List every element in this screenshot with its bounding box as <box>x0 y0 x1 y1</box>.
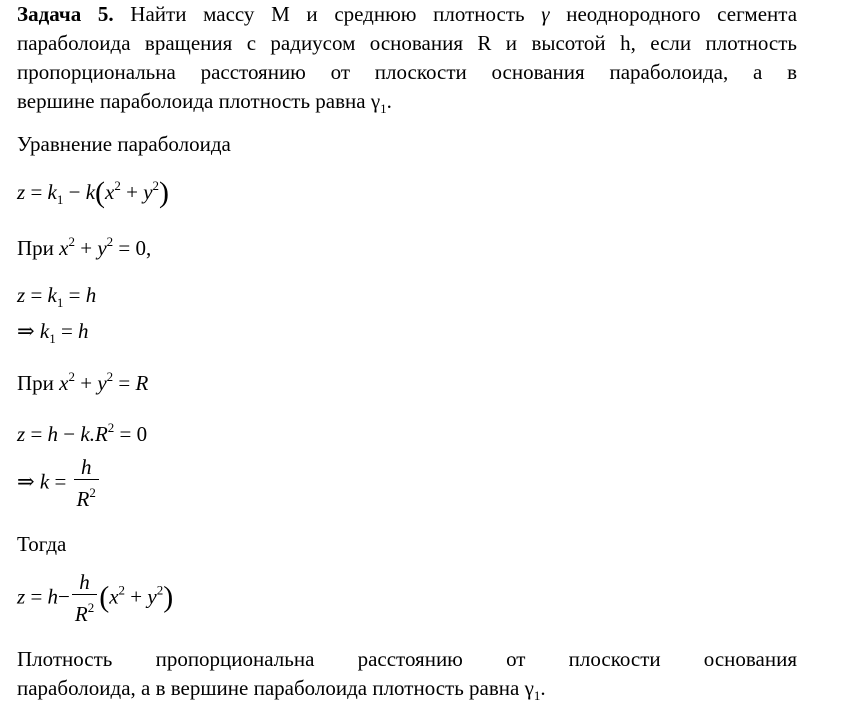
eq6-x-sup: 2 <box>118 582 126 598</box>
eq6-x: x <box>109 584 119 609</box>
eq4-minus: − <box>63 422 76 446</box>
eq6-plus: + <box>130 584 143 609</box>
eq6-den-sup: 2 <box>87 600 95 615</box>
eq1-x-sup: 2 <box>114 178 121 193</box>
problem-line4: вершине параболоида плотность равна γ <box>17 89 381 113</box>
when1-y: y <box>97 236 107 260</box>
then-text: Тогда <box>17 532 67 556</box>
eq1-k1: k <box>47 180 57 204</box>
eq6-equals: = <box>30 584 43 609</box>
eq6-lparen: ( <box>99 580 110 614</box>
eq2-z: z <box>17 283 26 307</box>
problem-statement <box>17 0 797 123</box>
equation-k1-h <box>17 319 89 347</box>
eq6-minus: − <box>58 584 70 609</box>
eq3-equals: = <box>60 319 73 343</box>
eq1-equals: = <box>30 180 43 204</box>
implies-arrow-2: ⇒ <box>17 469 35 494</box>
eq2-equals: = <box>30 283 43 307</box>
eq4-zero: 0 <box>136 422 148 446</box>
eq6-y: y <box>147 584 157 609</box>
equation-z-k1-h <box>17 283 96 311</box>
eq4-kR: k.R <box>80 422 108 446</box>
closing-line1: Плотность пропорциональна расстоянию от плоскости основания <box>17 647 797 671</box>
closing-paragraph <box>17 645 797 710</box>
problem-line2: параболоида вращения с радиусом основания R и высотой h, если плотность <box>17 31 797 55</box>
closing-line2: параболоида, а в вершине параболоида плотность равна γ <box>17 676 534 700</box>
eq2-equals2: = <box>68 283 81 307</box>
eq6-numerator: h <box>79 570 90 594</box>
implies-arrow: ⇒ <box>17 319 35 343</box>
equation-base-zero <box>17 420 147 447</box>
when1-value: 0 <box>135 236 146 260</box>
intro-text: Уравнение параболоида <box>17 132 231 156</box>
eq6-rparen: ) <box>163 580 174 614</box>
eq1-lparen: ( <box>95 176 106 209</box>
equation-final <box>17 570 173 627</box>
problem-line4-end: . <box>386 89 392 113</box>
problem-line1b: неоднородного сегмента <box>566 2 798 26</box>
eq1-y-sup: 2 <box>152 178 160 193</box>
equation-k-value <box>17 455 101 512</box>
eq1-x: x <box>105 180 115 204</box>
equation-paraboloid <box>17 176 169 210</box>
when1-y-sup: 2 <box>106 234 114 249</box>
eq1-plus: + <box>126 180 138 204</box>
eq3-k-sub: 1 <box>49 331 56 346</box>
eq1-k: k <box>85 180 96 204</box>
eq5-equals: = <box>54 469 67 494</box>
when1-equals: = <box>118 236 131 260</box>
gamma-symbol: γ <box>541 2 550 26</box>
fraction-h-over-R2 <box>74 455 99 512</box>
when1-label: При <box>17 236 54 260</box>
when2-label: При <box>17 371 54 395</box>
eq2-k-sub: 1 <box>56 295 64 310</box>
eq4-R-sup: 2 <box>107 420 115 435</box>
eq1-y: y <box>143 180 153 204</box>
eq2-h: h <box>85 283 97 307</box>
when1-plus: + <box>80 236 93 260</box>
gamma-subscript: 1 <box>380 101 387 116</box>
when1-x-sup: 2 <box>68 234 75 249</box>
eq6-denominator: R <box>74 602 88 626</box>
eq6-z: z <box>17 584 26 609</box>
when2-x-sup: 2 <box>68 369 75 384</box>
eq4-h: h <box>47 422 59 446</box>
eq1-z: z <box>17 180 26 204</box>
when2-y-sup: 2 <box>106 369 114 384</box>
eq1-rparen: ) <box>159 176 170 209</box>
when2-R: R <box>135 371 149 395</box>
eq4-equals2: = <box>119 422 132 446</box>
problem-line1: Найти массу M и среднюю плотность <box>130 2 525 26</box>
eq3-h: h <box>78 319 89 343</box>
when1-x: x <box>59 236 69 260</box>
eq6-h: h <box>47 584 59 609</box>
eq2-k: k <box>47 283 57 307</box>
when1-comma: , <box>146 236 152 260</box>
eq5-denominator: R <box>76 487 90 511</box>
eq5-k: k <box>39 469 50 494</box>
condition-center <box>17 234 151 261</box>
when2-x: x <box>59 371 69 395</box>
eq5-den-sup: 2 <box>89 485 96 500</box>
eq1-k1-sub: 1 <box>56 192 64 207</box>
problem-line3: пропорциональна расстоянию от плоскости основания параболоида, а в <box>17 60 797 84</box>
eq6-y-sup: 2 <box>156 582 164 598</box>
when2-y: y <box>97 371 107 395</box>
fraction-h-over-R2-final <box>72 570 97 627</box>
eq4-equals: = <box>30 422 43 446</box>
eq1-minus: − <box>68 180 81 204</box>
when2-plus: + <box>80 371 93 395</box>
problem-label: Задача 5. <box>17 2 114 26</box>
eq5-numerator: h <box>80 455 92 479</box>
closing-line2-end: . <box>540 676 546 700</box>
eq4-z: z <box>17 422 26 446</box>
eq3-k: k <box>39 319 50 343</box>
closing-gamma-sub: 1 <box>533 688 541 703</box>
condition-base <box>17 369 148 396</box>
when2-equals: = <box>118 371 131 395</box>
